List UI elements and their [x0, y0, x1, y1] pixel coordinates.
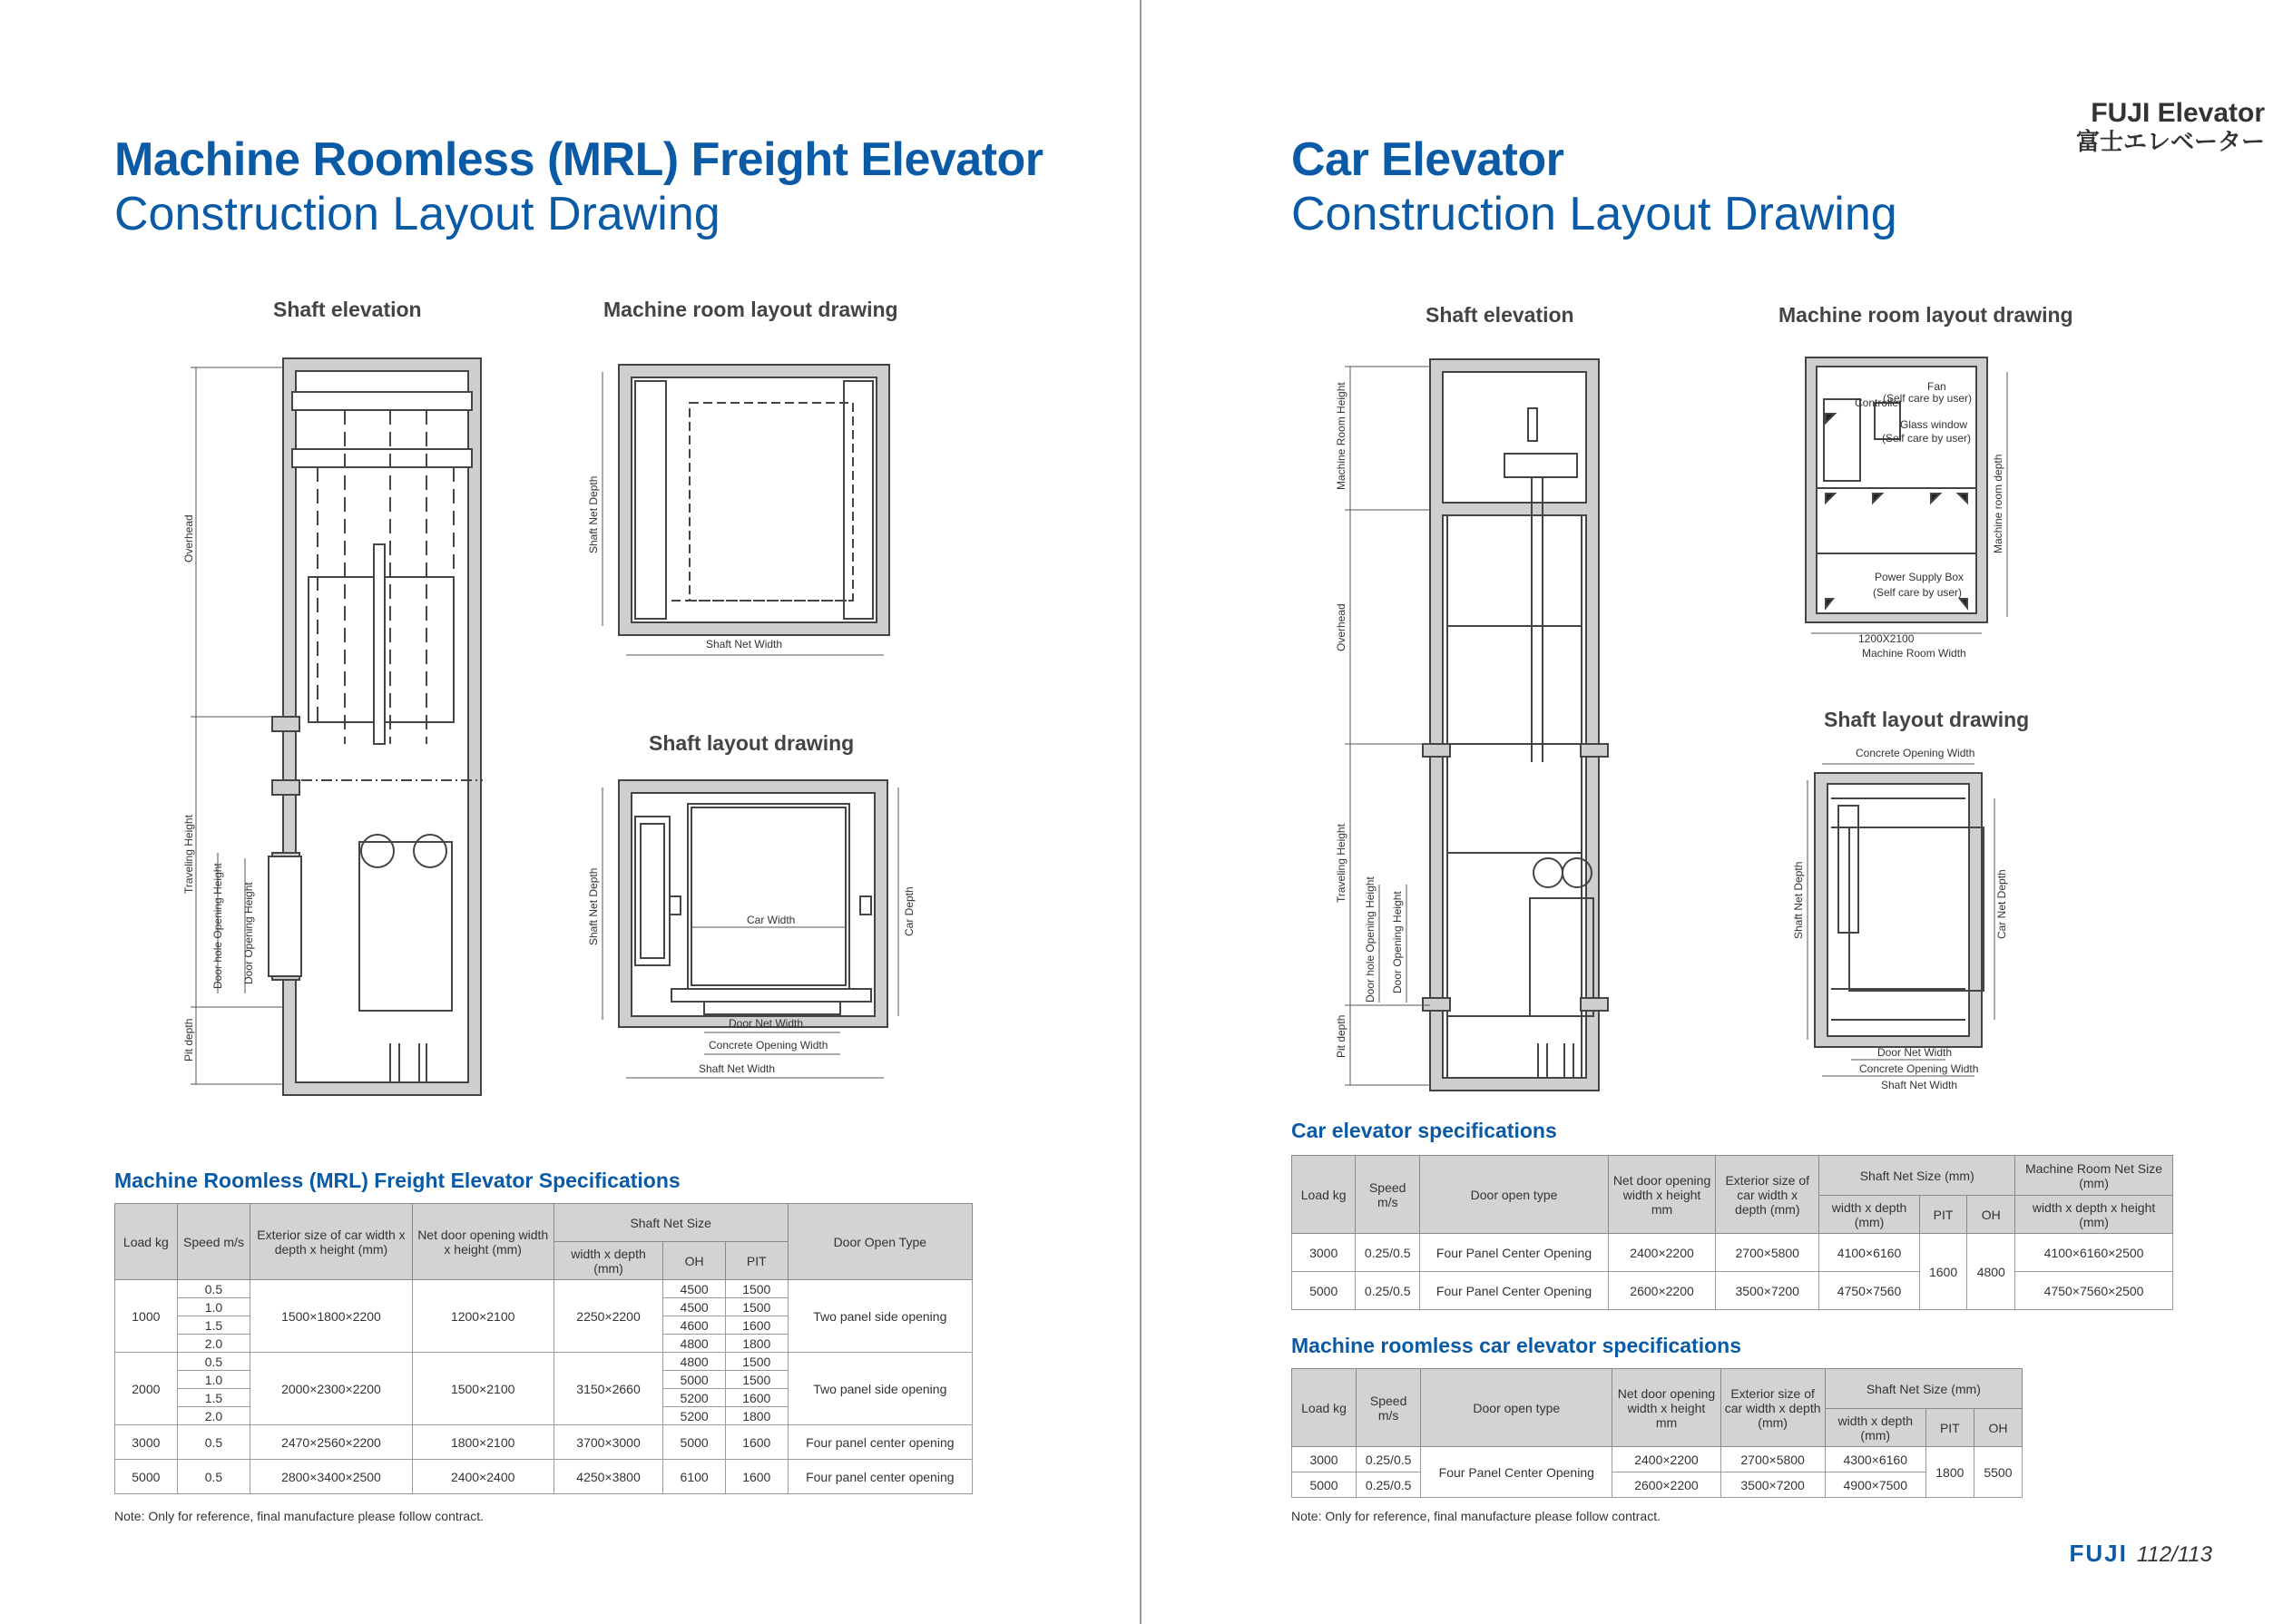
- table-row: 5000 0.5 2800×3400×2500 2400×2400 4250×3800 6100 1600 Four panel center opening: [115, 1460, 973, 1494]
- col-speed: Speed m/s: [1356, 1156, 1420, 1234]
- label-traveling-height: Traveling Height: [1335, 824, 1347, 903]
- table-row: 3000 0.25/0.5 Four Panel Center Opening 2400×2200 2700×5800 4100×6160 1600 4800 4100×6160×2500: [1292, 1234, 2173, 1272]
- caption-machine-room: Machine room layout drawing: [603, 298, 898, 321]
- caption-shaft-layout: Shaft layout drawing: [1824, 708, 2030, 731]
- table-row: 2.0 5200 1800: [115, 1407, 973, 1425]
- label-pit-depth: Pit depth: [182, 1018, 195, 1061]
- label-car-depth: Car Depth: [903, 886, 916, 936]
- page-title: Machine Roomless (MRL) Freight Elevator: [114, 133, 1044, 186]
- col-pit: PIT: [1919, 1196, 1967, 1234]
- col-door-open-type: Door Open Type: [788, 1204, 972, 1280]
- col-wxd: width x depth (mm): [1825, 1409, 1925, 1447]
- label-glass-note: (Self care by user): [1881, 432, 1972, 445]
- note: Note: Only for reference, final manufacture please follow contract.: [1291, 1509, 1661, 1523]
- label-overhead: Overhead: [182, 514, 195, 563]
- label-shaft-net-width-sl: Shaft Net Width: [699, 1062, 776, 1075]
- table-row: 1.5 5200 1600: [115, 1389, 973, 1407]
- label-door-net-width: Door Net Width: [1877, 1046, 1953, 1059]
- table-row: 1.5 4600 1600: [115, 1316, 973, 1335]
- table-row: 5000 0.25/0.5 Four Panel Center Opening 2600×2200 3500×7200 4750×7560 4750×7560×2500: [1292, 1272, 2173, 1310]
- col-exterior: Exterior size of car width x depth (mm): [1720, 1369, 1825, 1447]
- page-numbers: 112/113: [2136, 1542, 2212, 1567]
- col-mr-wdh: width x depth x height (mm): [2015, 1196, 2173, 1234]
- table-row: 5000 0.25/0.5 2600×2200 3500×7200 4900×7500: [1292, 1472, 2023, 1498]
- label-machine-room-width: Machine Room Width: [1862, 647, 1966, 660]
- col-exterior: Exterior size of car width x depth x height (mm): [250, 1204, 412, 1280]
- table-row: 1.0 4500 1500: [115, 1298, 973, 1316]
- col-net-door: Net door opening width x height mm: [1608, 1156, 1715, 1234]
- col-wxd: width x depth (mm): [554, 1242, 663, 1280]
- label-fan-note: (Self care by user): [1882, 392, 1973, 405]
- table-row: 2000 0.5 2000×2300×2200 1500×2100 3150×2660 4800 1500 Two panel side opening: [115, 1353, 973, 1371]
- label-controller: Controller: [1855, 396, 1903, 409]
- label-overhead: Overhead: [1335, 603, 1347, 651]
- right-page: [1142, 0, 2283, 1624]
- spec2-title: Machine roomless car elevator specifications: [1291, 1334, 1741, 1357]
- col-load: Load kg: [115, 1204, 178, 1280]
- col-shaft-net-size: Shaft Net Size (mm): [1825, 1369, 2022, 1409]
- col-net-door: Net door opening width x height (mm): [412, 1204, 554, 1280]
- caption-machine-room: Machine room layout drawing: [1778, 303, 2073, 327]
- table-row: 3000 0.25/0.5 Four Panel Center Opening 2400×2200 2700×5800 4300×6160 1800 5500: [1292, 1447, 2023, 1472]
- page-footer: [2069, 1540, 2212, 1568]
- col-pit: PIT: [1925, 1409, 1974, 1447]
- label-shaft-net-width: Shaft Net Width: [1881, 1079, 1958, 1091]
- table-row: 1000 0.5 1500×1800×2200 1200×2100 2250×2200 4500 1500 Two panel side opening: [115, 1280, 973, 1298]
- col-wxd: width x depth (mm): [1819, 1196, 1919, 1234]
- col-door-open-type: Door open type: [1421, 1369, 1612, 1447]
- page-title: Car Elevator: [1291, 133, 1564, 186]
- spec-title: Machine Roomless (MRL) Freight Elevator Specifications: [114, 1169, 681, 1192]
- label-shaft-net-depth-sl: Shaft Net Depth: [587, 867, 600, 945]
- col-speed: Speed m/s: [177, 1204, 250, 1280]
- label-shaft-net-depth-mr: Shaft Net Depth: [587, 475, 600, 553]
- mrl-freight-spec-table: [114, 1203, 973, 1494]
- label-door-opening-height: Door Opening Height: [1391, 891, 1404, 993]
- mrl-car-elevator-spec-table: [1291, 1368, 2023, 1498]
- col-shaft-net-size: Shaft Net Size (mm): [1819, 1156, 2015, 1196]
- brand-name-jp: 富士エレベーター: [2075, 128, 2265, 155]
- col-load: Load kg: [1292, 1369, 1357, 1447]
- label-glass-window: Glass window: [1900, 418, 1968, 431]
- col-oh: OH: [663, 1242, 726, 1280]
- label-traveling-height: Traveling Height: [182, 815, 195, 894]
- label-power-note: (Self care by user): [1873, 586, 1963, 599]
- label-power-supply: Power Supply Box: [1875, 571, 1965, 583]
- label-door-opening-height: Door Opening Height: [242, 882, 255, 984]
- car-elevator-spec-table: [1291, 1155, 2173, 1310]
- label-shaft-net-width-mr: Shaft Net Width: [706, 638, 783, 651]
- col-oh: OH: [1974, 1409, 2022, 1447]
- brand-name: FUJI Elevator: [2091, 98, 2265, 128]
- label-fan: Fan: [1927, 380, 1946, 393]
- table-row: 3000 0.5 2470×2560×2200 1800×2100 3700×3000 5000 1600 Four panel center opening: [115, 1425, 973, 1460]
- col-speed: Speed m/s: [1357, 1369, 1421, 1447]
- label-pit-depth: Pit depth: [1335, 1014, 1347, 1058]
- label-car-width: Car Width: [747, 914, 796, 926]
- col-pit: PIT: [725, 1242, 788, 1280]
- label-door-hole-opening-height: Door hole Opening Height: [1364, 876, 1377, 1003]
- col-exterior: Exterior size of car width x depth (mm): [1716, 1156, 1819, 1234]
- label-concrete-opening-width-top: Concrete Opening Width: [1856, 747, 1975, 759]
- caption-shaft-layout: Shaft layout drawing: [649, 731, 855, 755]
- note: Note: Only for reference, final manufacture please follow contract.: [114, 1509, 484, 1523]
- spec1-title: Car elevator specifications: [1291, 1119, 1557, 1142]
- label-concrete-opening-width: Concrete Opening Width: [709, 1039, 828, 1052]
- label-door-net-width: Door Net Width: [729, 1017, 804, 1030]
- label-machine-room-depth: Machine room depth: [1992, 454, 2004, 553]
- col-door-open-type: Door open type: [1420, 1156, 1609, 1234]
- footer-logo: FUJI: [2069, 1540, 2128, 1567]
- label-machine-room-height: Machine Room Height: [1335, 382, 1347, 490]
- table-row: 1.0 5000 1500: [115, 1371, 973, 1389]
- label-door-size: 1200X2100: [1858, 632, 1915, 645]
- label-concrete-opening-width: Concrete Opening Width: [1859, 1062, 1979, 1075]
- label-car-net-depth: Car Net Depth: [1995, 869, 2008, 939]
- label-door-hole-opening-height: Door hole Opening Height: [211, 863, 224, 989]
- label-shaft-net-depth: Shaft Net Depth: [1792, 861, 1805, 939]
- page-subtitle: Construction Layout Drawing: [1291, 188, 1897, 240]
- caption-shaft-elevation: Shaft elevation: [1426, 303, 1574, 327]
- col-oh: OH: [1967, 1196, 2015, 1234]
- col-load: Load kg: [1292, 1156, 1356, 1234]
- caption-shaft-elevation: Shaft elevation: [273, 298, 422, 321]
- col-mr-size: Machine Room Net Size (mm): [2015, 1156, 2173, 1196]
- col-shaft-net-size: Shaft Net Size: [554, 1204, 788, 1242]
- page-subtitle: Construction Layout Drawing: [114, 188, 720, 240]
- table-row: 2.0 4800 1800: [115, 1335, 973, 1353]
- col-net-door: Net door opening width x height mm: [1612, 1369, 1720, 1447]
